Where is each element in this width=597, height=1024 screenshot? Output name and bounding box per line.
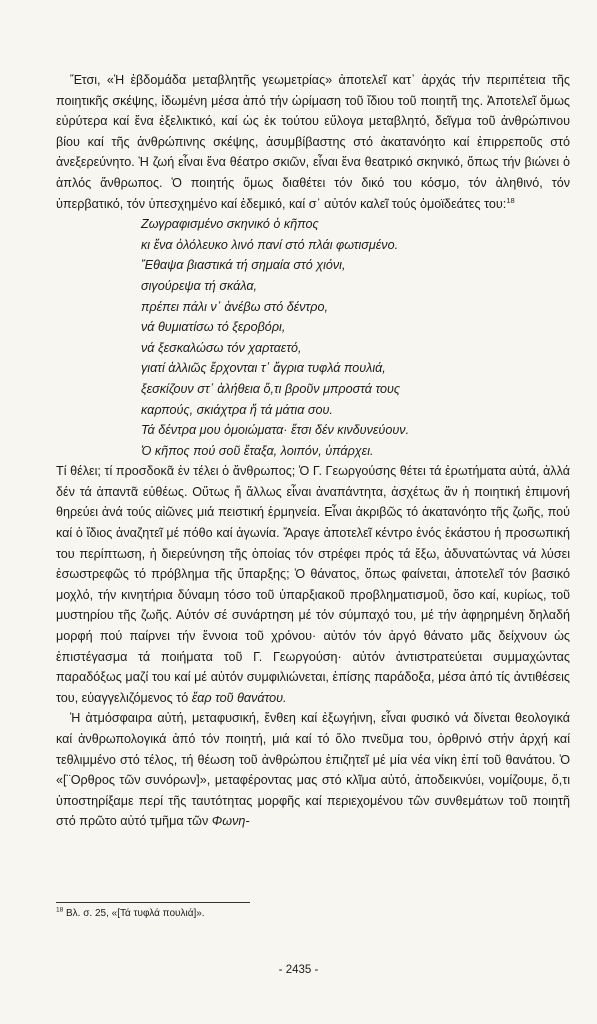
poem-quote <box>141 214 570 461</box>
paragraph-3-text: Ἡ ἀτμόσφαιρα αὐτή, μεταφυσική, ἔνθεη καί ἐξωγήινη, εἶναι φυσικό νά δίνεται θεολογικά καί ἀνθρωπολογικά ἀπό τόν ποιητή, μιά καί τό ὅλο πνεῦμα του, ὀρθρινό στήν ἀρχή καί τεθλιμμένο στό τέλος, τή θέωση τοῦ ἀνθρώπου ἐπιζητεῖ μέ μία νέα νίκη ἐπί τοῦ θανάτου. Ὁ «[¨Ορθρος τῶν συνόρων]», μεταφέροντας μας στό κλῖμα αὐτό, ἀποδεικνύει, νομίζουμε, ὅ,τι ὑποστηρίξαμε περί τῆς ταυτότητας μορφῆς καί περιεχομένου τῶν συνθεμάτων τοῦ ποιητῆ στό πρῶτο αὐτό τμῆμα τῶν <box>56 711 570 829</box>
poem-line: πρέπει πάλι ν᾿ ἀνέβω στό δέντρο, <box>141 299 328 314</box>
main-text <box>56 70 570 832</box>
page-number: - 2435 - <box>278 964 319 976</box>
poem-line: Ἔθαψα βιαστικά τή σημαία στό χιόνι, <box>141 258 346 273</box>
paragraph-2 <box>56 461 570 708</box>
poem-line: Ὁ κῆπος πού σοῦ ἔταξα, λοιπόν, ὑπάρχει. <box>141 443 374 458</box>
paragraph-1 <box>56 70 570 214</box>
paragraph-2-text: Τί θέλει; τί προσδοκᾶ ἐν τέλει ὁ ἄνθρωπος; Ὁ Γ. Γεωργούσης θέτει τά ἐρωτήματα αὐτά, ἀλλά δέν τά ἀπαντᾶ εὐθέως. Οὕτως ἤ ἄλλως εἶναι ἀναπάντητα, ἀσχέτως ἄν ἡ ποιητική ἐπιμονή θηρεύει ἀνά τούς αἰῶνες μιά πειστική ἑρμηνεία. Εἶναι ἀκριβῶς τό ἀκατανόητο τῆς ζωῆς, πού καί ὁ ἴδιος ἀναζητεῖ μέ πόθο καί ἀγωνία. Ἄραγε ἀποτελεῖ κέντρο ἑνός ἑκάστου ἡ προσωπική του περίπτωση, ἡ διερεύνηση τῆς ὁποίας τόν στρέφει πρός τά ἔξω, ἀδυνατώντας νά λύσει ἐσωστρεφῶς τό πρόβλημα τῆς ὕπαρξης; Ὁ θάνατος, ὅπως φαίνεται, ἀποτελεῖ τόν βασικό μοχλό, τήν κινητήρια δύναμη τόσο τοῦ ὑπαρξιακοῦ προβληματισμοῦ, ὅσο καί, κυρίως, τοῦ μυστηρίου τῆς ζωῆς. Αὐτόν σέ συνάρτηση μέ τόν σύμπαχό του, μέ τήν ἀφηρημένη δηλαδή μορφή πού παίρνει τήν ἔννοια τοῦ χρόνου· αὐτόν τόν ἀργό θάνατο μᾶς δείχνουν ὡς ἐπιστέγασμα τά ποιήματα τοῦ Γ. Γεωργούση· αὐτόν ἀντιστρατεύεται συμμαχώντας παραδόξως μαζί του καί μέ αὐτόν συμφιλιώνεται, ἐπίσης παράδοξα, μέσα ἀπό τίς ἀντιθέσεις του, εὐαγγελιζόμενος τό <box>56 464 570 705</box>
footnote-18 <box>56 907 570 920</box>
footnote-number: 18 <box>56 906 64 914</box>
poem-line: νά ξεσκαλώσω τόν χαρταετό, <box>141 340 302 355</box>
poem-line: νά θυμιατίσω τό ξεροβόρι, <box>141 320 286 335</box>
poem-line: καρπούς, σκιάχτρα ἤ τά μάτια σου. <box>141 402 333 417</box>
paragraph-3-italic: Φωνη- <box>211 814 250 829</box>
poem-line: σιγούρεψα τή σκάλα, <box>141 278 258 293</box>
footnote-ref-18: 18 <box>506 195 515 205</box>
paragraph-1-text: Ἔτσι, «Ἡ ἑβδομάδα μεταβλητῆς γεωμετρίας» ἀποτελεῖ κατ᾿ ἀρχάς τήν περιπέτεια τῆς ποιητικῆς σκέψης, ἰδωμένη μέσα ἀπό τήν ὡρίμαση τοῦ ἴδιου τοῦ ποιητῆ της. Ἀποτελεῖ ὅμως εὐρύτερα καί ἕνα ἐξελικτικό, καί ὡς ἐκ τούτου εὔλογα μεταβλητό, δεῖγμα τοῦ ἀνθρώπινου βίου καί τῆς ἀνθρώπινης σκέψης, ἀσυμβίβαστης στό ἀκατανόητο καί ἐπιρρεποῦς στό ἀνεξερεύνητο. Ἡ ζωή εἶναι ἕνα θέατρο σκιῶν, εἶναι ἕνα θεατρικό σκηνικό, ὅπως τήν βιώνει ὁ ἁπλός ἄνθρωπος. Ὁ ποιητής ὅμως διαθέτει τόν δικό του κόσμο, τόν ἀληθινό, τόν ὑπερβατικό, τόν ὑπεσχημένο καί ἐδεμικό, καί σ᾿ αὐτόν καλεῖ τούς ὁμοϊδεάτες του: <box>56 73 570 211</box>
paragraph-2-italic: ἔαρ τοῦ θανάτου. <box>191 690 287 705</box>
poem-line: κι ἕνα ὁλόλευκο λινό πανί στό πλάι φωτισμένο. <box>141 237 399 252</box>
footnote-text: Βλ. σ. 25, «[Τά τυφλά πουλιά]». <box>66 908 205 919</box>
poem-line: Τά δέντρα μου ὁμοιώματα· ἔτσι δέν κινδυνεύουν. <box>141 423 410 438</box>
paragraph-3 <box>56 708 570 832</box>
poem-line: Ζωγραφισμένο σκηνικό ὁ κῆπος <box>141 217 319 232</box>
poem-line: ξεσκίζουν στ᾿ ἀλήθεια ὅ,τι βροῦν μπροστά τους <box>141 381 401 396</box>
poem-line: γιατί ἀλλιῶς ἔρχονται τ᾿ ἄγρια τυφλά πουλιά, <box>141 361 386 376</box>
footnote-divider <box>56 902 250 903</box>
